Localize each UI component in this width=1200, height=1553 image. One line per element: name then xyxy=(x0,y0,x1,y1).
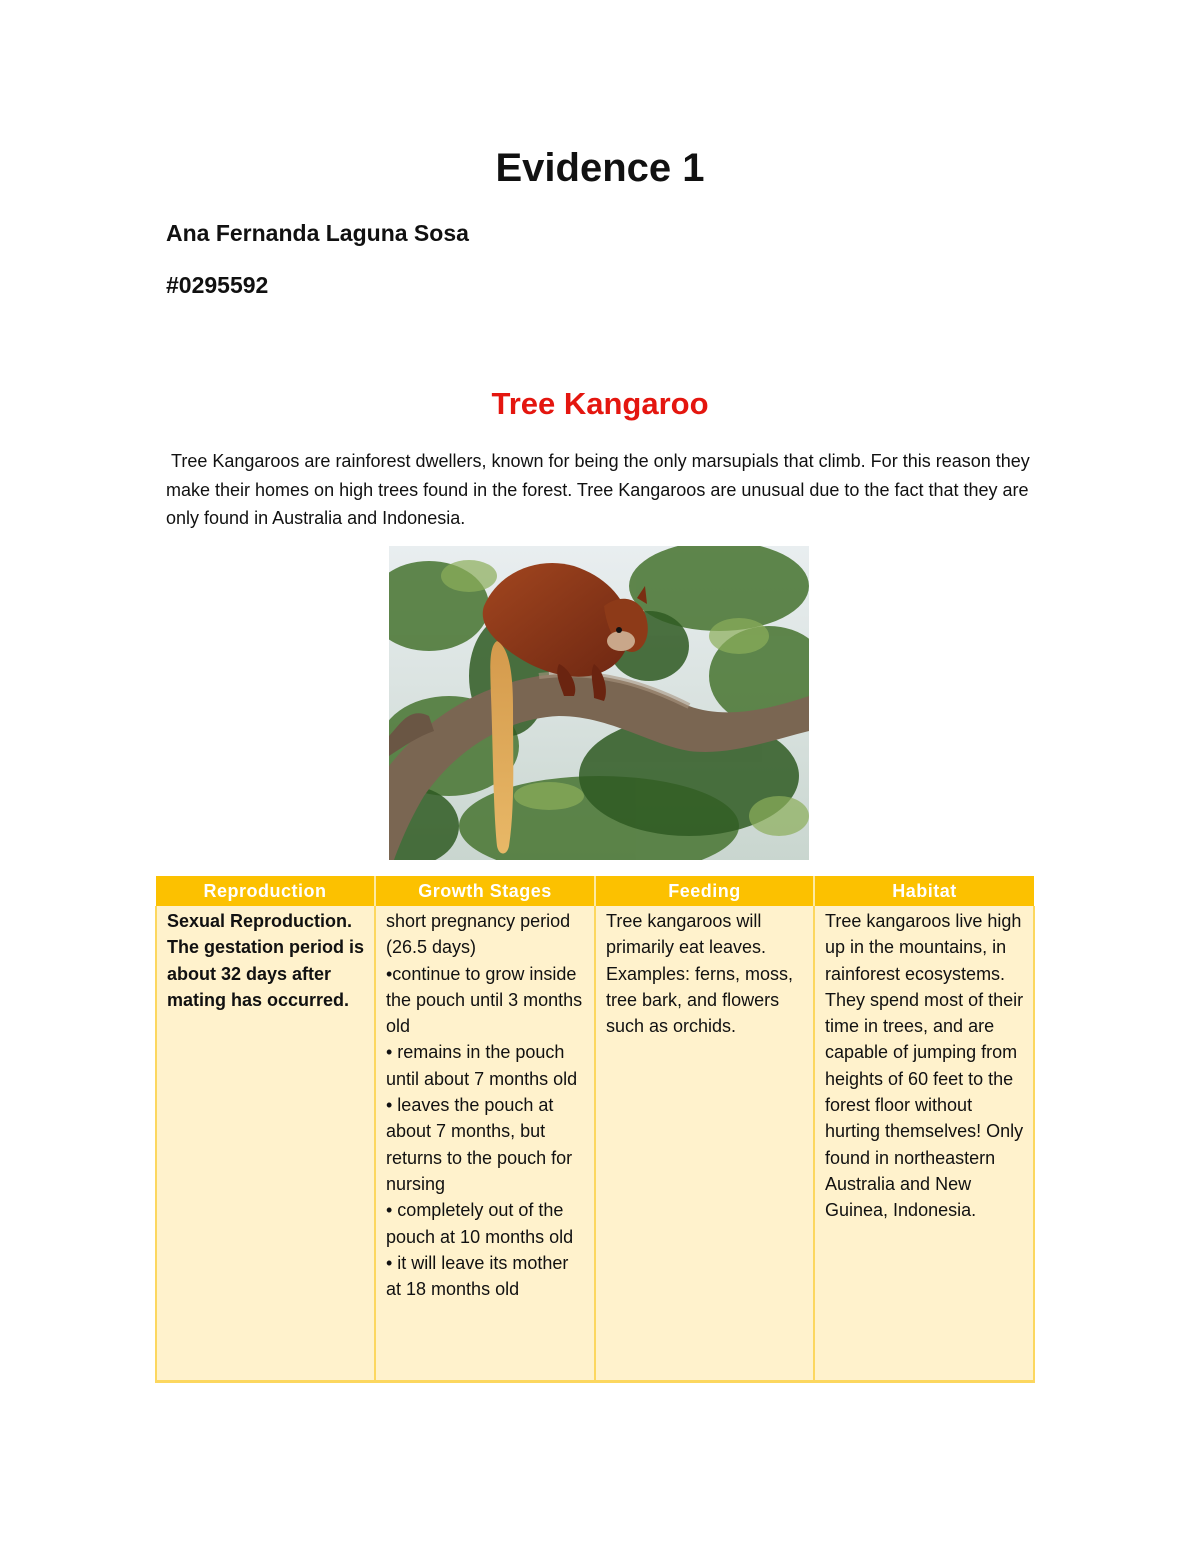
growth-stage-item: • completely out of the pouch at 10 months old xyxy=(386,1200,574,1247)
header-growth-stages: Growth Stages xyxy=(375,876,595,906)
cell-reproduction: Sexual Reproduction. The gestation period is about 32 days after mating has occurred. xyxy=(156,906,375,1382)
section-title: Tree Kangaroo xyxy=(491,386,709,421)
growth-stage-item: • it will leave its mother at 18 months old xyxy=(386,1252,569,1300)
document-title: Evidence 1 xyxy=(495,146,705,190)
growth-stage-item: short pregnancy period (26.5 days) xyxy=(386,911,571,958)
info-table xyxy=(155,876,1035,1383)
cell-habitat: Tree kangaroos live high up in the mountains, in rainforest ecosystems. They spend most of their time in trees, and are capable of jumping from heights of 60 feet to the forest floor without hurting themselves! Only found in northeastern Australia and New Guinea, Indonesia. xyxy=(814,906,1034,1382)
header-reproduction: Reproduction xyxy=(156,876,375,906)
header-feeding: Feeding xyxy=(595,876,814,906)
table-row xyxy=(156,906,1034,1382)
author-name: Ana Fernanda Laguna Sosa xyxy=(166,220,469,246)
cell-growth-stages xyxy=(375,906,595,1382)
table-header-row xyxy=(156,876,1034,906)
growth-stage-item: •continue to grow inside the pouch until 3 months old xyxy=(386,963,583,1037)
header-habitat: Habitat xyxy=(814,876,1034,906)
intro-paragraph: Tree Kangaroos are rainforest dwellers, known for being the only marsupials that climb. For this reason they make their homes on high trees found in the forest. Tree Kangaroos are unusual due to the fact that they are only found in Australia and Indonesia. xyxy=(166,451,1035,528)
growth-stage-item: • leaves the pouch at about 7 months, but returns to the pouch for nursing xyxy=(386,1095,573,1194)
student-id: #0295592 xyxy=(166,272,269,298)
tree-kangaroo-photo xyxy=(389,546,809,860)
cell-feeding: Tree kangaroos will primarily eat leaves. Examples: ferns, moss, tree bark, and flowers such as orchids. xyxy=(595,906,814,1382)
growth-stage-item: • remains in the pouch until about 7 months old xyxy=(386,1042,578,1089)
